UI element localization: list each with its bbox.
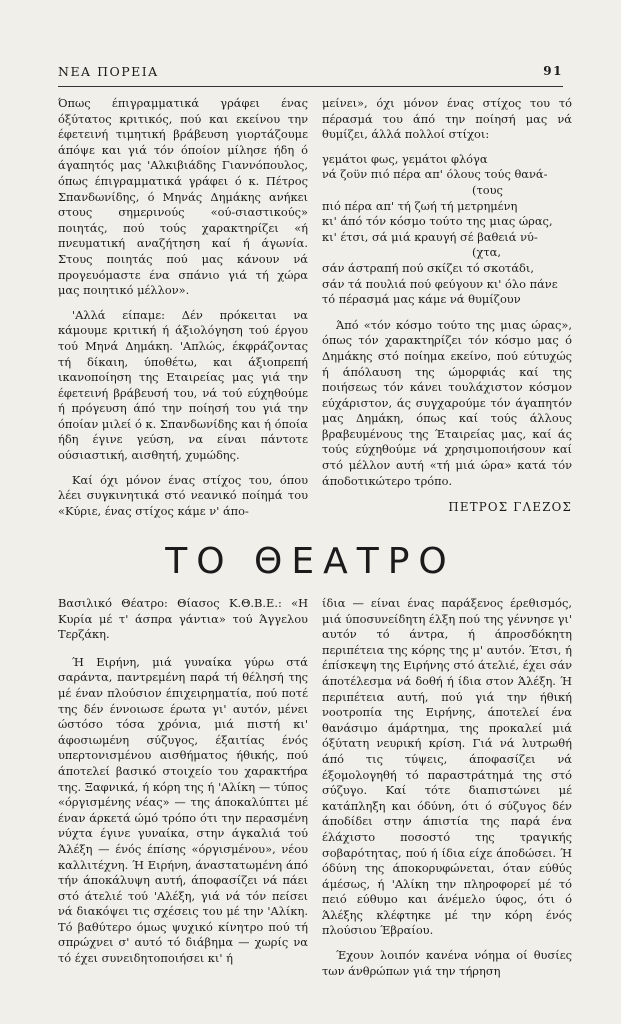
paragraph: Άπό «τόν κόσμο τούτο της μιας ώρας», όπως τόν χαρακτηρίζει τόν κόσμο μας ό Δημάκης στό ποίημα εκείνο, πού εύτυχώς ή άπόλαυση της ώμορφιάς καί της ποιήσεως τόν κάνει τουλάχιστον κόσμον εύχάριστον, άς συγχαρούμε τόν άγαπητόν μας Δημάκη, όπως καί τούς άλλους βραβευμένους της Έταιρείας μας, καί άς τούς εύχηθούμε νά χρησιμοποιήσουν καί στό μέλλον αυτή «τή μιά ώρα» κατά τόν άποδοτικώτερο τρόπο. bbox=[322, 317, 572, 488]
review-column-1 bbox=[58, 96, 308, 534]
poem-line: γεμάτοι φως, γεμάτοι φλόγα bbox=[322, 151, 488, 166]
play-heading-author: τού Άγγελου Τερζάκη. bbox=[58, 611, 308, 642]
paragraph: Καί όχι μόνον ένας στίχος του, όπου λέει συγκινητικά στό νεανικό ποίημά του «Κύριε, ένας στίχος κάμε ν' άπο- bbox=[58, 472, 308, 518]
poem-line: (χτα, bbox=[472, 245, 501, 260]
paragraph: 'Αλλά είπαμε: Δέν πρόκειται να κάμουμε κριτική ή άξιολόγηση τού έργου τού Μηνά Δημάκη. 'Απλώς, έκφράζοντας τή δίκαιη, ύποθέτω, και άξιοπρεπή ικανοποίηση της Εταιρείας μας γιά την έφετεινή βράβευσή του, νά τού εύχηθούμε ή πρόγευση άπό την ποίησή του γιά την όποίαν μιλεί ό κ. Σπανδωνίδης και ή όποία ήδη έγινε γεύση, να είναι πάντοτε ούσιαστική, αισθητή, χυμώδης. bbox=[58, 307, 308, 463]
running-head bbox=[58, 62, 563, 82]
poem-line: κι' έτσι, σά μιά κραυγή σέ βαθειά νύ- bbox=[322, 229, 538, 244]
play-heading-title: Βασιλικό Θέατρο: Θίασος Κ.Θ.Β.Ε.: «Η Κυρία μέ τ' άσπρα γάντια» bbox=[58, 596, 308, 626]
theatre-column-2 bbox=[322, 596, 572, 978]
review-column-2 bbox=[322, 96, 572, 486]
poem-quote bbox=[322, 152, 572, 308]
poem-line: τό πέρασμά μας κάμε νά θυμίζουν bbox=[322, 292, 521, 307]
journal-title: ΝΕΑ ΠΟΡΕΙΑ bbox=[58, 64, 159, 79]
author-signature: ΠΕΤΡΟΣ ΓΛΕΖΟΣ bbox=[448, 500, 572, 514]
poem-line: σάν τά πουλιά πού φεύγουν κι' όλο πάνε bbox=[322, 276, 558, 291]
poem-line: σάν άστραπή πού σκίζει τό σκοτάδι, bbox=[322, 260, 534, 275]
theatre-column-1 bbox=[58, 596, 308, 966]
paragraph: Ή Ειρήνη, μιά γυναίκα γύρω στά σαράντα, παντρεμένη παρά τή θέλησή της μέ έναν πλούσιον έπιχειρηματία, πού ποτέ της δέν έννοιωσε έρωτα γι' αυτόν, μένει ώστόσο τόσα χρόνια, μιά πιστή κι' άφοσιωμένη σύζυγος, έξαιτίας ένός υπερτονισμένου αισθήματος ήθικής, πού άποτελεί βασικό στοιχείο του χαρακτήρα της. Ξαφνικά, ή κόρη της ή 'Αλίκη — τύπος «όργισμένης νέας» — της άποκαλύπτει μέ έναν άρκετά ώμό τρόπο ότι την περασμένη νύχτα έγινε γυναίκα, στην άγκαλιά τού Άλέξη — ένός έπίσης «όργισμένου», νέου καλλιτέχνη. Ή Ειρήνη, άναστατωμένη άπό τήν άποκάλυψη αυτή, άποφασίζει νά πάει στό άτελιέ τού 'Αλέξη, γιά νά τόν πείσει νά διακόψει τις σχέσεις του μέ την 'Αλίκη. Τό βαθύτερο όμως ψυχικό κίνητρο πού τή σπρώχνει σ' αυτό τό διάβημα — χωρίς να τό έχει συνειδητοποιήσει κι' ή bbox=[58, 654, 308, 966]
paragraph: Έχουν λοιπόν κανένα νόημα οί θυσίες των άνθρώπων γιά την τήρηση bbox=[322, 948, 572, 978]
header-rule bbox=[58, 86, 563, 87]
poem-line: πιό πέρα απ' τή ζωή τή μετρημένη bbox=[322, 198, 518, 213]
poem-line: (τους bbox=[472, 182, 503, 197]
play-heading bbox=[58, 596, 308, 643]
paragraph: Όπως έπιγραμματικά γράφει ένας όξύτατος κριτικός, πού και εκείνου την έφετεινή τιμητική βράβευση γιορτάζουμε άπόψε και γιά τόν όποίον μίλησε ήδη ό άγαπητός μας 'Αλκιβιάδης Γιαννόπουλος, όπως έπιγραμματικά γράφει ό κ. Πέτρος Σπανδωνίδης, ό Μηνάς Δημάκης ανήκει στους σημερινούς «ού-σιαστικούς» ποιητάς, πού τούς χαρακτηρίζει «ή πνευματική αναζήτηση καί ή άγωνία. Στους ποιητάς πού μας κάνουν νά προγευόμαστε ένα σπάνιο γιά τή χώρα μας ποιητικό μέλλον». bbox=[58, 96, 308, 298]
paragraph: ίδια — είναι ένας παράξενος έρεθισμός, μιά ύποσυνείδητη έλξη πού της γέννησε γι' αυτόν τό άντρα, ή άπροσδόκητη περιπέτεια της κόρης της μ' αυτόν. Έτσι, ή έπίσκεψη της Ειρήνης στό άτελιέ, έχει σάν άποτέλεσμα νά δοθή ή ίδια στον Άλέξη. Ή περιπέτεια αυτή, πού γιά την ήθική νοοτροπία της Ειρήνης, άποτελεί ένα θανάσιμο άμάρτημα, της προκαλεί μιά όξύτατη νευρική κρίση. Γιά νά λυτρωθή άπό τις τύψεις, άποφασίζει νά έξομολογηθή τό παραστράτημά της στό σύζυγο. Καί τότε διαπιστώνει μέ κατάπληξη και όδύνη, ότι ό σύζυγος δέν άποδίδει στην άπιστία της παρά ένα έλάχιστο ποσοστό της τραγικής σοβαρότητας, πού ή ίδια είχε άποδώσει. Ή όδύνη της άποκορυφώνεται, όταν εύθύς άμέσως, ή 'Αλίκη την πληροφορεί μέ τό πειό εύθυμο και άνέμελο ύφος, ότι ό Άλέξης κλέφτηκε μέ την κόρη ένός πλούσιου Έβραίου. bbox=[322, 596, 572, 938]
section-title: ΤΟ ΘΕΑΤΡΟ bbox=[165, 541, 456, 582]
paragraph: μείνει», όχι μόνον ένας στίχος του τό πέρασμά του άπό την ποίησή μας νά θυμίζει, άλλά πολλοί στίχοι: bbox=[322, 96, 572, 142]
poem-line: κι' άπό τόν κόσμο τούτο της μιας ώρας, bbox=[322, 214, 553, 229]
poem-line: νά ζοϋν πιό πέρα απ' όλους τούς θανά- bbox=[322, 167, 548, 182]
page-number: 91 bbox=[543, 64, 563, 78]
